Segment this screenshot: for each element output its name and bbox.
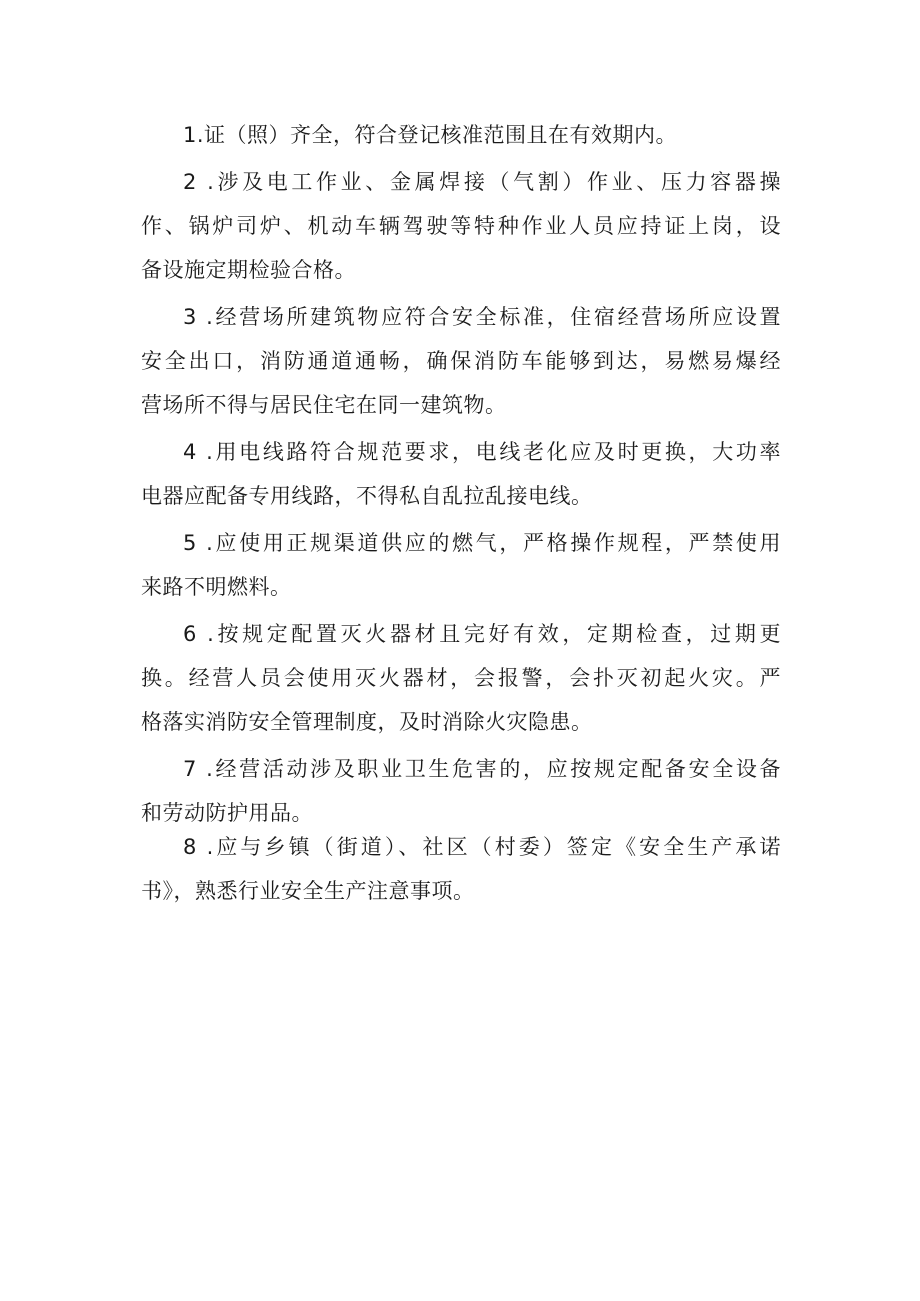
clause-3-line-2: 安全出口，消防通道通畅，确保消防车能够到达，易燃易爆经: [141, 349, 781, 373]
clause-6-line-3: 格落实消防安全管理制度，及时消除火灾隐患。: [141, 710, 593, 734]
clause-2-line-1: 2 .涉及电工作业、金属焊接（气割）作业、压力容器操: [183, 170, 781, 194]
clause-7: [141, 747, 781, 835]
clause-1-line-1: 1.证（照）齐全，符合登记核准范围且在有效期内。: [183, 123, 678, 147]
clause-1: [141, 113, 781, 157]
clause-4-line-2: 电器应配备专用线路，不得私自乱拉乱接电线。: [141, 484, 593, 508]
clause-3: [141, 295, 781, 427]
clause-6: [141, 612, 781, 744]
clause-3-line-3: 营场所不得与居民住宅在同一建筑物。: [141, 393, 507, 417]
clause-2-line-2: 作、锅炉司炉、机动车辆驾驶等特种作业人员应持证上岗，设: [141, 214, 781, 238]
clause-7-line-1: 7 .经营活动涉及职业卫生危害的，应按规定配备安全设备: [183, 757, 781, 781]
clause-2-line-3: 备设施定期检验合格。: [141, 258, 356, 282]
document-body: [141, 113, 781, 913]
clause-8-line-2: 书》，熟悉行业安全生产注意事项。: [141, 879, 475, 903]
clause-8-line-1: 8 .应与乡镇（街道）、社区（村委）签定《安全生产承诺: [183, 835, 781, 859]
clause-8: [141, 825, 781, 913]
clause-5: [141, 521, 781, 609]
clause-6-line-2: 换。经营人员会使用灭火器材，会报警，会扑灭初起火灾。严: [141, 666, 781, 690]
clause-4: [141, 430, 781, 518]
clause-7-line-2: 和劳动防护用品。: [141, 801, 313, 825]
clause-5-line-1: 5 .应使用正规渠道供应的燃气，严格操作规程，严禁使用: [183, 531, 781, 555]
clause-4-line-1: 4 .用电线路符合规范要求，电线老化应及时更换，大功率: [183, 440, 781, 464]
clause-6-line-1: 6 .按规定配置灭火器材且完好有效，定期检查，过期更: [183, 622, 781, 646]
clause-5-line-2: 来路不明燃料。: [141, 575, 292, 599]
clause-2: [141, 160, 781, 292]
clause-3-line-1: 3 .经营场所建筑物应符合安全标准，住宿经营场所应设置: [183, 305, 781, 329]
